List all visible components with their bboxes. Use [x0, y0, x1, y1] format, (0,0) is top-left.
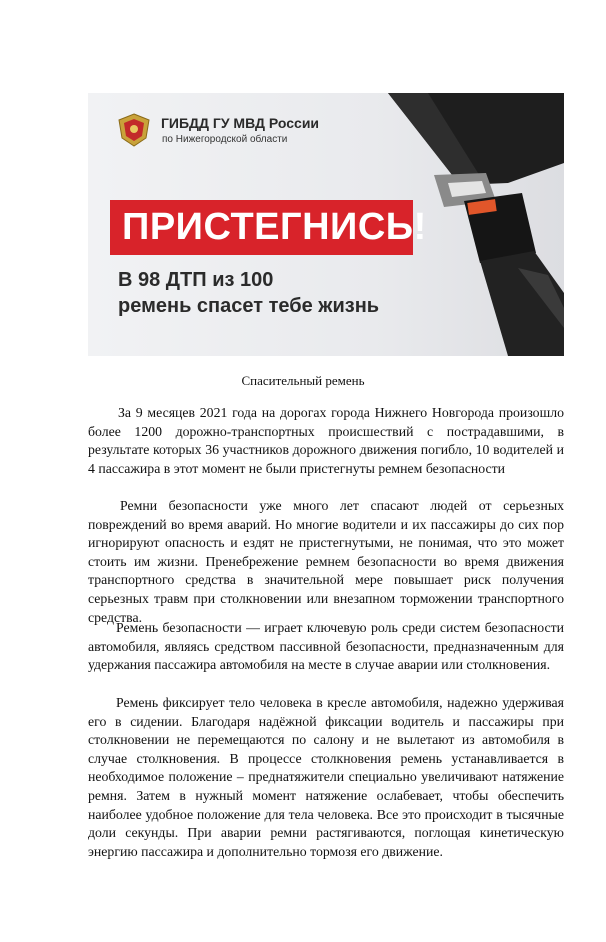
headline: ПРИСТЕГНИСЬ! — [122, 206, 427, 248]
org-subtitle: по Нижегородской области — [162, 134, 288, 145]
slogan-line-2: ремень спасет тебе жизнь — [118, 295, 380, 317]
paragraph-1: За 9 месяцев 2021 года на дорогах города Нижнего Новгорода произошло более 1200 дорожно-транспортных происшествий с пострадавшими, в результате которых 36 участников дорожного движения погибло, 10 водителей и 4 пассажира в этот момент не были пристегнуты ремнем безопасности — [88, 405, 564, 476]
paragraph-3: Ремень безопасности — играет ключевую роль среди систем безопасности автомобиля, являясь средством пассивной безопасности, предназначенным для удержания пассажира автомобиля на месте в случае аварии или столкновения. — [88, 620, 564, 673]
banner — [88, 93, 564, 356]
slogan-line-1: В 98 ДТП из 100 — [118, 269, 274, 291]
paragraph-4: Ремень фиксирует тело человека в кресле автомобиля, надежно удерживая его в сидении. Благодаря надёжной фиксации водитель и пассажиры при столкновении не перемещаются по салону и не вылетают из автомобиля в случае столкновения. В процессе столкновения ремень устанавливается в необходимое положение – преднатяжители специально увеличивают натяжение ремня. Затем в нужный момент натяжение ослабевает, чтобы обеспечить наиболее удобное положение для тела человека. Все это происходит в тысячные доли секунды. При аварии ремни растягиваются, поглощая кинетическую энергию пассажира и дополнительно тормозя его движение. — [88, 695, 564, 859]
gibdd-emblem-icon — [116, 113, 152, 147]
article-caption: Спасительный ремень — [241, 373, 365, 388]
paragraph-2: Ремни безопасности уже много лет спасают людей от серьезных повреждений во время аварий. Но многие водители и их пассажиры до сих пор игнорируют опасность и ездят не пристегнутыми, не понимая, что это может стоить им жизни. Пренебрежение ремнем безопасности во время движения транспортного средства в значительной мере повышает риск получения серьезных травм при столкновении или внезапном торможении транспортного средства. — [88, 498, 564, 625]
org-name: ГИБДД ГУ МВД России — [161, 115, 320, 131]
